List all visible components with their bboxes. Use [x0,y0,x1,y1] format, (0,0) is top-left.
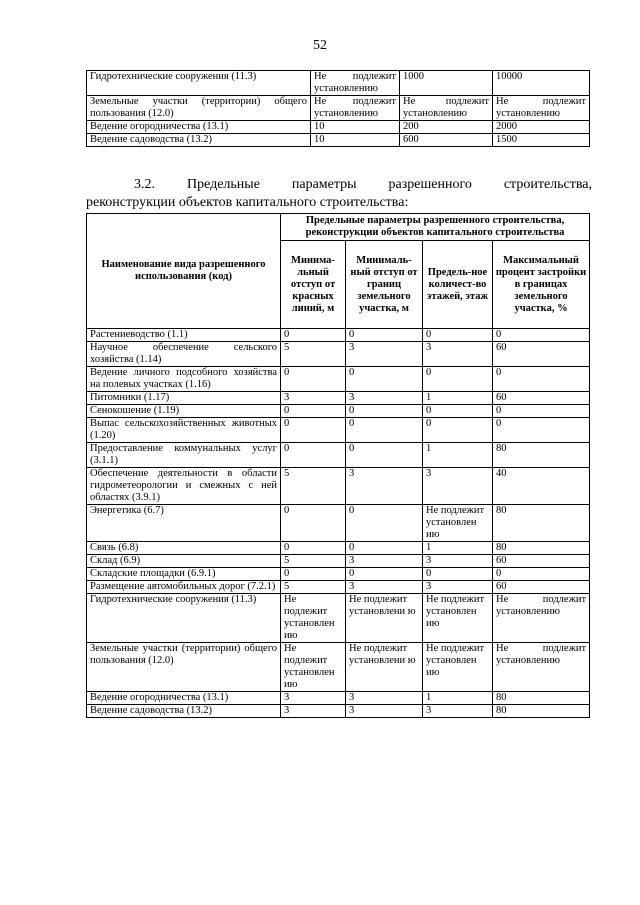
value-cell: 60 [493,392,590,405]
table-row [87,367,590,392]
value-cell: Не подлежит установлен ию [281,594,346,643]
value-cell: 0 [423,405,493,418]
value-cell: 3 [423,581,493,594]
use-type-cell: Ведение садоводства (13.2) [87,705,281,718]
value-cell: 80 [493,705,590,718]
value-cell: 40 [493,468,590,505]
header-use-type: Наименование вида разрешенного использования (код) [87,214,281,329]
value-cell: 1 [423,542,493,555]
use-type-cell: Гидротехнические сооружения (11.3) [87,594,281,643]
value-cell: 0 [346,542,423,555]
value-cell: 80 [493,505,590,542]
header-floors: Предель-ное количест-во этажей, этаж [423,241,493,329]
table-row [87,468,590,505]
table-row [87,443,590,468]
use-type-cell: Связь (6.8) [87,542,281,555]
value-cell: 1 [423,392,493,405]
table-row [87,555,590,568]
table-cell: 1000 [400,71,493,96]
value-cell: 80 [493,542,590,555]
value-cell: 3 [346,555,423,568]
use-type-cell: Выпас сельскохозяйственных животных (1.20) [87,418,281,443]
value-cell: 0 [423,568,493,581]
use-type-cell: Обеспечение деятельности в области гидрометеорологии и смежных с ней областях (3.9.1) [87,468,281,505]
table-row [87,96,590,121]
value-cell: 0 [281,329,346,342]
value-cell: 0 [281,505,346,542]
value-cell: 0 [281,405,346,418]
value-cell: 3 [346,468,423,505]
table-cell: 10 [311,134,400,147]
value-cell: 5 [281,555,346,568]
table-cell: Ведение огородничества (13.1) [87,121,311,134]
value-cell: 60 [493,342,590,367]
table-cell: 10 [311,121,400,134]
table-row [87,581,590,594]
heading-word: Предельные [186,177,260,192]
table-row [87,505,590,542]
value-cell: 5 [281,342,346,367]
table-cell: Не подлежит установлению [493,96,590,121]
value-cell: 3 [346,342,423,367]
value-cell: 0 [281,542,346,555]
value-cell: 0 [346,505,423,542]
header-boundary-setback: Минималь-ный отступ от границ земельного участка, м [346,241,423,329]
section-heading [86,176,592,212]
table-cell: Земельные участки (территории) общего пользования (12.0) [87,96,311,121]
value-cell: 0 [493,329,590,342]
table-body [87,71,590,147]
table-row [87,692,590,705]
value-cell: Не подлежит установлен ию [423,505,493,542]
table-row [87,418,590,443]
use-type-cell: Склад (6.9) [87,555,281,568]
table-cell: 10000 [493,71,590,96]
value-cell: 5 [281,581,346,594]
heading-word: параметры [291,177,357,192]
heading-line-2: реконструкции объектов капитального строительства: [86,195,409,210]
table-land-plot-sizes [86,70,590,147]
value-cell: 0 [493,568,590,581]
value-cell: 5 [281,468,346,505]
value-cell: 3 [423,468,493,505]
value-cell: 0 [346,329,423,342]
value-cell: Не подлежит установлен ию [281,643,346,692]
use-type-cell: Земельные участки (территории) общего пользования (12.0) [87,643,281,692]
table-row [87,71,590,96]
value-cell: 0 [346,443,423,468]
use-type-cell: Сенокошение (1.19) [87,405,281,418]
use-type-cell: Научное обеспечение сельского хозяйства (1.14) [87,342,281,367]
value-cell: Не подлежит установлени ю [346,594,423,643]
value-cell: 3 [346,392,423,405]
table-body [87,329,590,718]
value-cell: 0 [281,367,346,392]
value-cell: 0 [493,367,590,392]
value-cell: Не подлежит установлению [493,594,590,643]
table-row [87,121,590,134]
table-row [87,542,590,555]
page-number: 52 [313,38,327,53]
table-row [87,342,590,367]
use-type-cell: Складские площадки (6.9.1) [87,568,281,581]
value-cell: 3 [281,392,346,405]
value-cell: Не подлежит установлен ию [423,594,493,643]
header-red-line-setback: Минима-льный отступ от красных линий, м [281,241,346,329]
value-cell: Не подлежит установлени ю [346,643,423,692]
value-cell: 0 [346,568,423,581]
value-cell: 3 [423,555,493,568]
value-cell: 0 [281,568,346,581]
value-cell: 3 [346,581,423,594]
value-cell: 3 [281,692,346,705]
heading-word: строительства, [503,177,592,192]
table-cell: Не подлежит установлению [311,96,400,121]
value-cell: 80 [493,443,590,468]
section-number: 3.2. [134,177,155,192]
value-cell: 3 [423,705,493,718]
header-build-percent: Максимальный процент застройки в границах земельного участка, % [493,241,590,329]
value-cell: 0 [493,418,590,443]
use-type-cell: Растениеводство (1.1) [87,329,281,342]
use-type-cell: Энергетика (6.7) [87,505,281,542]
table-cell: 200 [400,121,493,134]
value-cell: 1 [423,692,493,705]
value-cell: 0 [346,367,423,392]
table-cell: Ведение садоводства (13.2) [87,134,311,147]
value-cell: Не подлежит установлен ию [423,643,493,692]
table-construction-parameters [86,213,590,718]
value-cell: 0 [281,443,346,468]
table-row [87,594,590,643]
table-row [87,392,590,405]
table-cell: 600 [400,134,493,147]
value-cell: 0 [493,405,590,418]
table-row [87,405,590,418]
value-cell: 0 [423,329,493,342]
table-cell: Гидротехнические сооружения (11.3) [87,71,311,96]
use-type-cell: Питомники (1.17) [87,392,281,405]
value-cell: 3 [346,692,423,705]
value-cell: 0 [346,405,423,418]
header-group: Предельные параметры разрешенного строительства, реконструкции объектов капитального строительства [281,214,590,241]
value-cell: 3 [281,705,346,718]
value-cell: 60 [493,581,590,594]
use-type-cell: Предоставление коммунальных услуг (3.1.1) [87,443,281,468]
value-cell: 3 [346,705,423,718]
table-row [87,643,590,692]
table-row [87,705,590,718]
value-cell: 0 [423,418,493,443]
value-cell: 1 [423,443,493,468]
value-cell: 80 [493,692,590,705]
heading-word: разрешенного [388,177,472,192]
value-cell: 0 [281,418,346,443]
table-row [87,134,590,147]
table-row [87,329,590,342]
value-cell: 60 [493,555,590,568]
use-type-cell: Размещение автомобильных дорог (7.2.1) [87,581,281,594]
use-type-cell: Ведение огородничества (13.1) [87,692,281,705]
value-cell: 3 [423,342,493,367]
value-cell: 0 [423,367,493,392]
value-cell: 0 [346,418,423,443]
table-cell: 2000 [493,121,590,134]
use-type-cell: Ведение личного подсобного хозяйства на полевых участках (1.16) [87,367,281,392]
table-cell: 1500 [493,134,590,147]
table-cell: Не подлежит установлению [400,96,493,121]
table-cell: Не подлежит установлению [311,71,400,96]
value-cell: Не подлежит установлению [493,643,590,692]
table-row [87,568,590,581]
